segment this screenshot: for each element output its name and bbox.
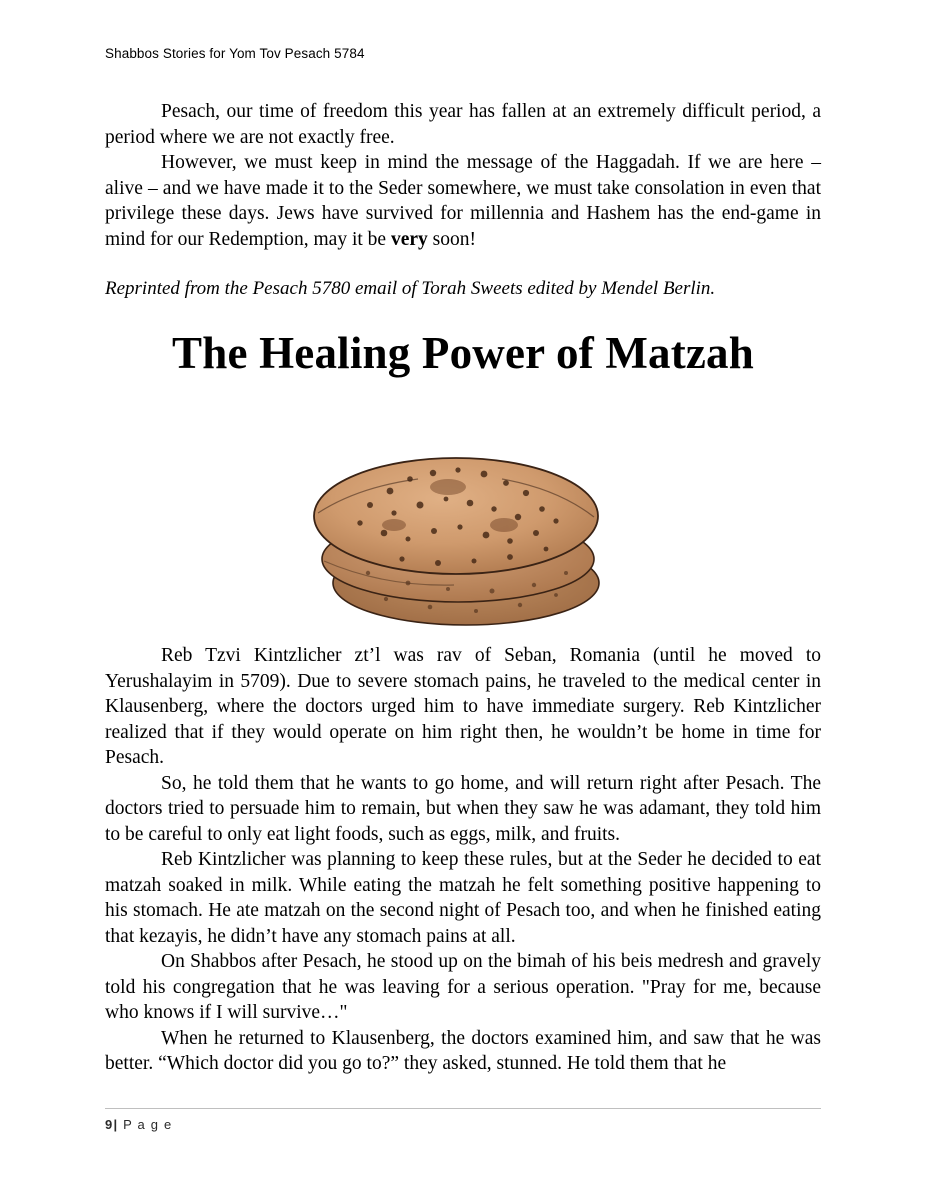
matzah-figure xyxy=(105,413,821,643)
footer-separator: | xyxy=(113,1117,119,1132)
paragraph-5: Reb Kintzlicher was planning to keep these rules, but at the Seder he decided to eat matzah soaked in milk. While eating the matzah he felt something positive happening to his stomach. He ate matzah on the second night of Pesach too, and when he finished eating that kezayis, he didn’t have any stomach pains at all. xyxy=(105,849,821,947)
paragraph-2-part-a: However, we must keep in mind the message of the Haggadah. If we are here – alive – and we have made it to the Seder somewhere, we must take consolation in even that privilege these days. Jews have survived for millennia and Hashem has the end-game in mind for our Redemption, may it be xyxy=(105,152,821,250)
paragraph-4: So, he told them that he wants to go home, and will return right after Pesach. The doctors tried to persuade him to remain, but when they saw he was adamant, they told him to be careful to only eat light foods, such as eggs, milk, and fruits. xyxy=(105,772,821,845)
paragraph-2 xyxy=(105,150,821,252)
page-title: The Healing Power of Matzah xyxy=(172,328,754,378)
matzah-image xyxy=(298,413,628,638)
matzah-icon xyxy=(298,413,628,638)
paragraph-7: When he returned to Klausenberg, the doctors examined him, and saw that he was better. “Which doctor did you go to?” they asked, stunned. He told them that he xyxy=(105,1027,821,1074)
footer-page-number: 9 xyxy=(105,1117,114,1132)
paragraph-6: On Shabbos after Pesach, he stood up on the bimah of his beis medresh and gravely told his congregation that he was leaving for a serious operation. "Pray for me, because who knows if I will survive…" xyxy=(105,951,821,1023)
page-footer xyxy=(105,1108,821,1134)
paragraph-1: Pesach, our time of freedom this year has fallen at an extremely difficult period, a period where we are not exactly free. xyxy=(105,101,821,148)
footer-page-indicator xyxy=(105,1117,172,1132)
paragraph-2-part-b: soon! xyxy=(427,228,476,250)
running-header: Shabbos Stories for Yom Tov Pesach 5784 xyxy=(105,46,365,61)
paragraph-2-emphasis: very xyxy=(390,228,428,250)
paragraph-3: Reb Tzvi Kintzlicher zt’l was rav of Seban, Romania (until he moved to Yerushalayim in 5709). Due to severe stomach pains, he traveled to the medical center in Klausenberg, where the doctors urged him to have immediate surgery. Reb Kintzlicher realized that if they would operate on him right then, he wouldn’t be home in time for Pesach. xyxy=(105,645,821,768)
page-content xyxy=(105,46,821,1077)
footer-page-label: P a g e xyxy=(123,1117,173,1132)
reprint-credit: Reprinted from the Pesach 5780 email of Torah Sweets edited by Mendel Berlin. xyxy=(105,278,716,299)
